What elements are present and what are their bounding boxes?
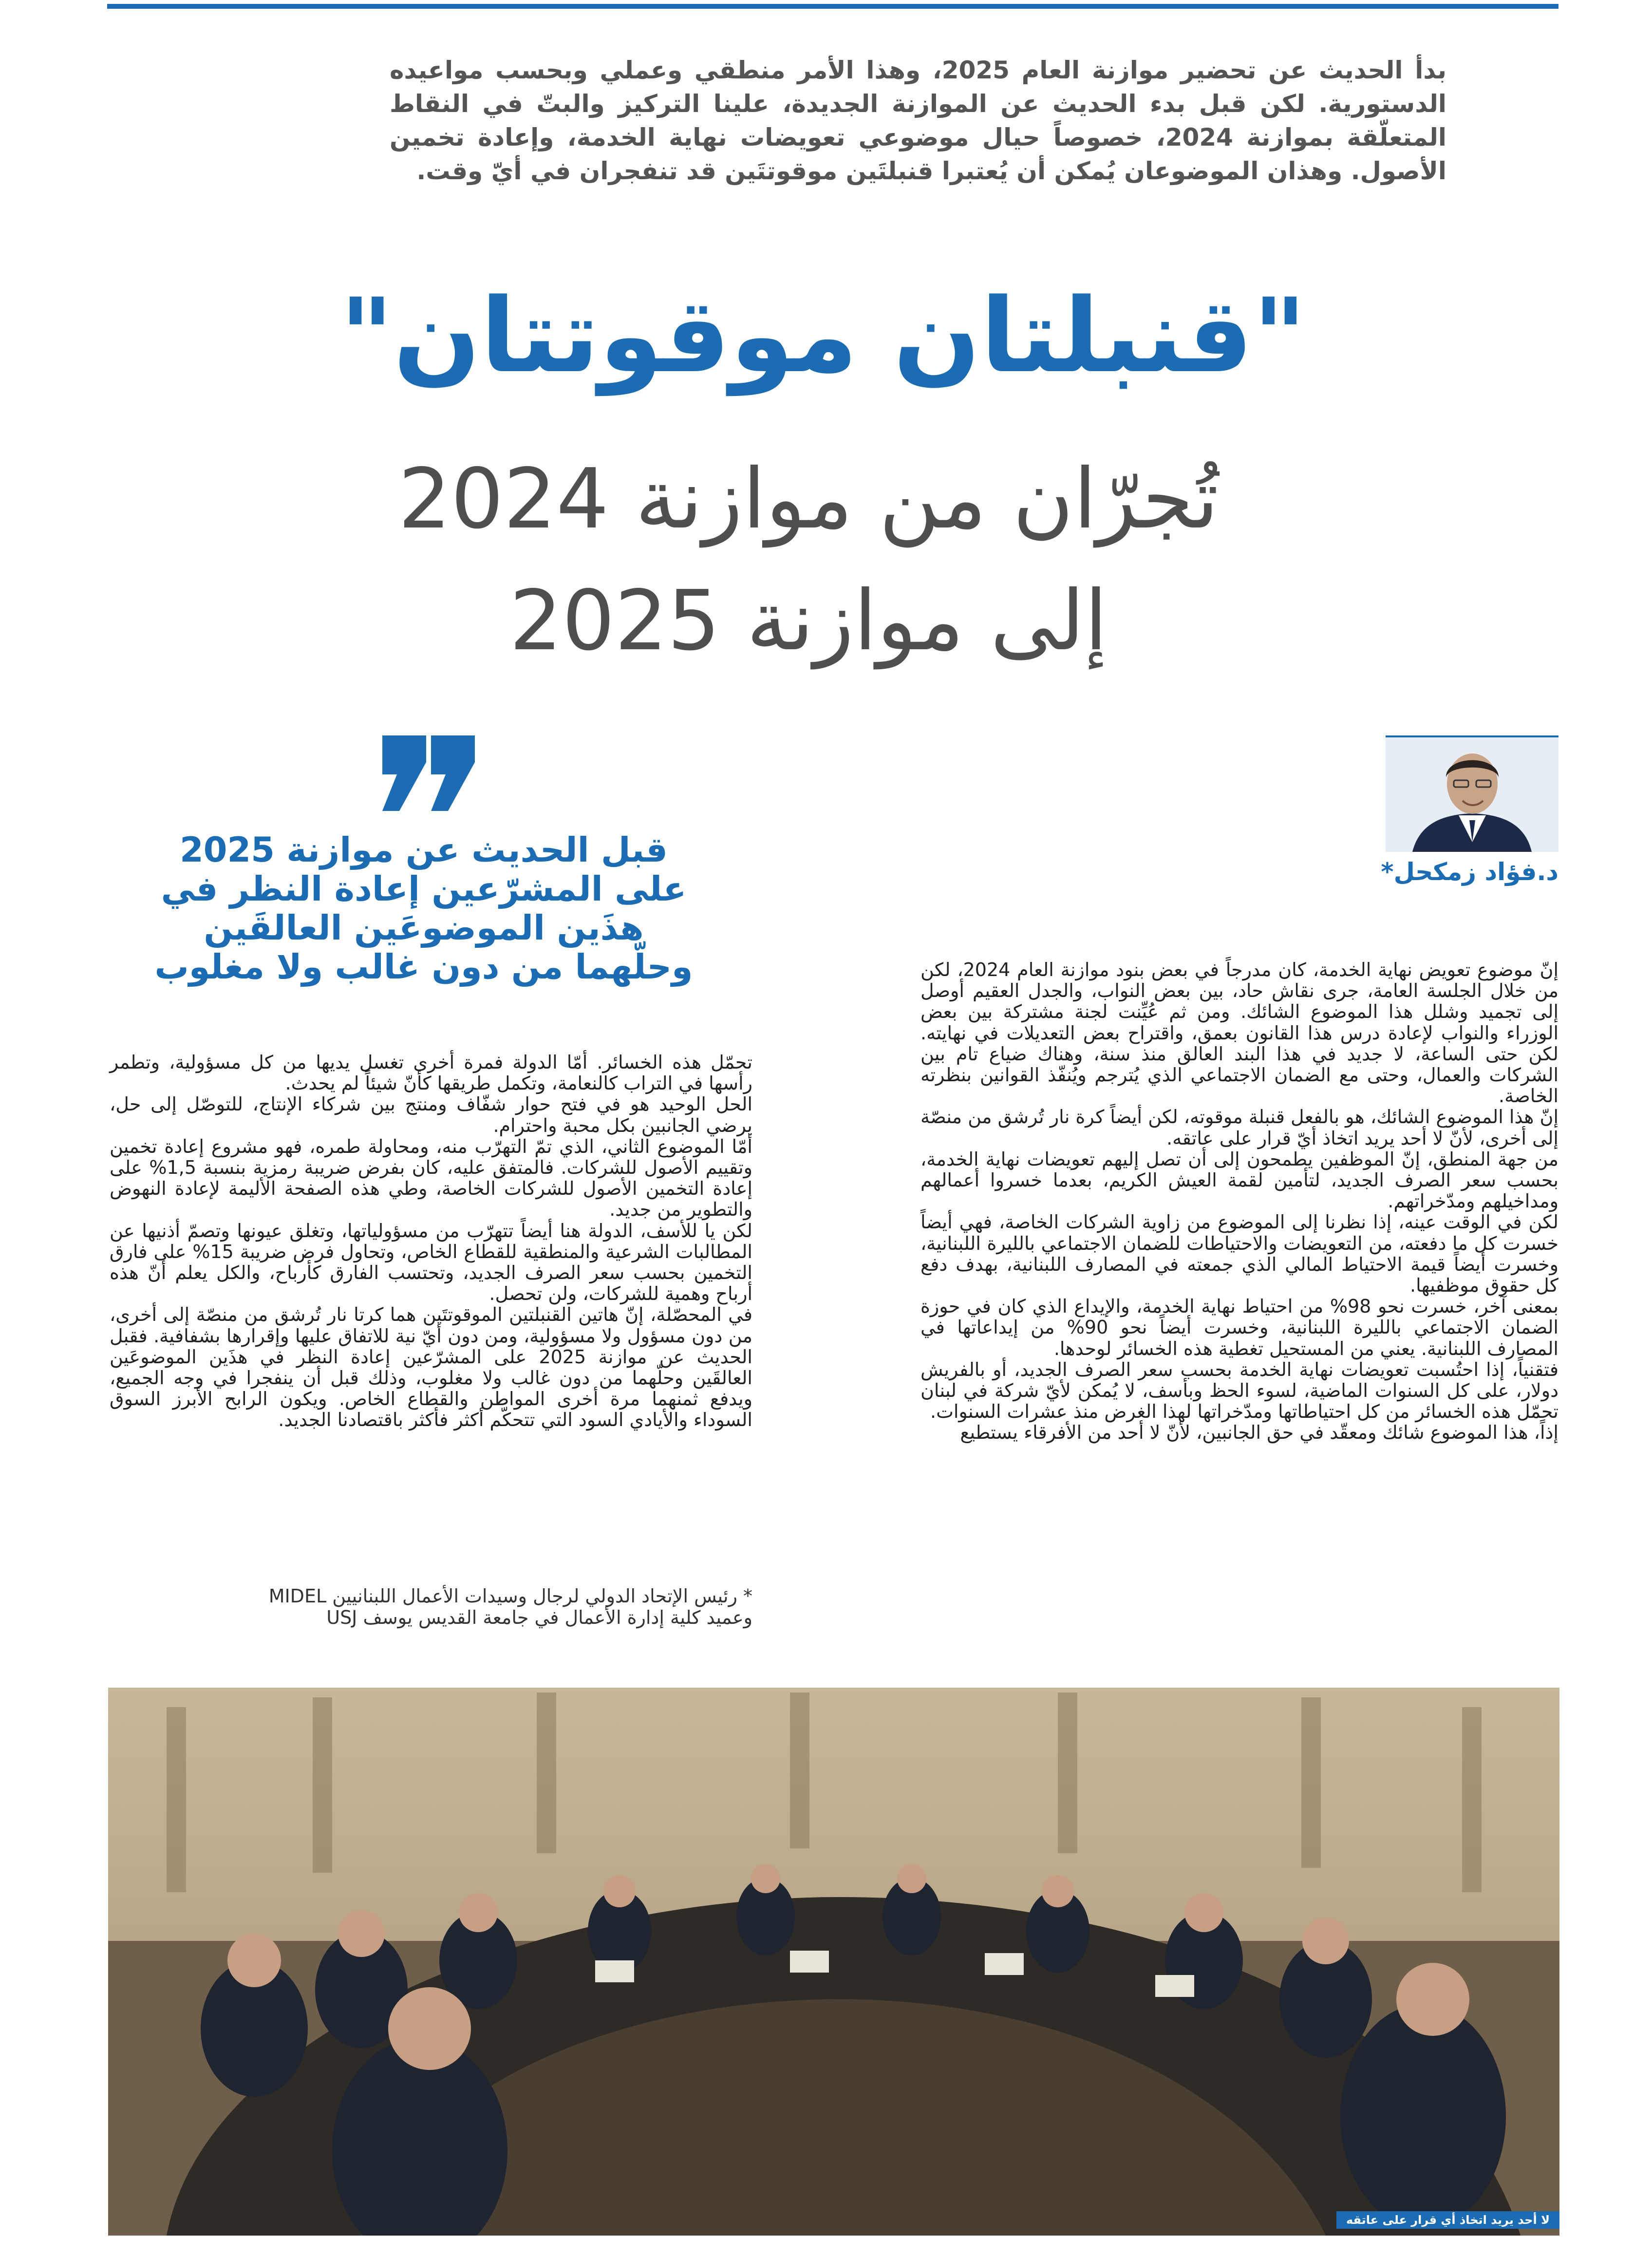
subheadline xyxy=(341,438,1276,682)
subheadline-line-2: إلى موازنة 2025 xyxy=(509,573,1108,669)
footnote-line-1: * رئيس الإتحاد الدولي لرجال وسيدات الأعمال اللبنانيين MIDEL xyxy=(268,1585,752,1607)
pull-quote: قبل الحديث عن موازنة 2025 على المشرّعين إعادة النظر في هذَين الموضوعَين العالقَين وحلّهما من دون غالب ولا مغلوب xyxy=(154,830,693,987)
paragraph: في المحصّلة، إنّ هاتين القنبلتين الموقوتتَين هما كرتا نار تُرشق من منصّة إلى أخرى، من دون مسؤول ولا مسؤولية، ومن دون أيّ نية للاتفاق عليها وإقرارها بشفافية. فقبل الحديث عن موازنة 2025 على المشرّعين إعادة النظر في هذَين الموضوعَين العالقَين وحلّهما من دون غالب ولا مغلوب، وذلك قبل أن ينفجرا في وجه الجميع، ويدفع ثمنهما مرة أخرى المواطن والقطاع الخاص. ويكون الرابح الأبرز السوق السوداء والأيادي السود التي تتحكّم أكثر فأكثر باقتصادنا الجديد. xyxy=(110,1304,752,1431)
author-footnote xyxy=(110,1585,752,1628)
top-rule xyxy=(107,4,1558,9)
headline: "قنبلتان موقوتتان" xyxy=(340,276,1306,395)
author-photo xyxy=(1386,735,1558,852)
paragraph: أمّا الموضوع الثاني، الذي تمّ التهرّب منه، ومحاولة طمره، فهو مشروع إعادة تخمين وتقييم الأصول للشركات. فالمتفق عليه، كان بفرض ضريبة رمزية بنسبة 1,5% على إعادة التخمين الأصول للشركات الخاصة، وطي هذه الصفحة الأليمة لإعادة النهوض والتطوير من جديد. xyxy=(110,1135,752,1221)
article-column-right xyxy=(920,959,1558,1444)
paragraph: إنّ هذا الموضوع الشائك، هو بالفعل قنبلة موقوته، لكن أيضاً كرة نار تُرشق من منصّة إلى أخرى، لأنّ لا أحد يريد اتخاذ أيّ قرار على عاتقه. xyxy=(920,1106,1558,1149)
footnote-line-2: وعميد كلية إدارة الأعمال في جامعة القديس يوسف USJ xyxy=(326,1607,752,1628)
paragraph: لكن في الوقت عينه، إذا نظرنا إلى الموضوع من زاوية الشركات الخاصة، فهي أيضاً خسرت كل ما دفعته، من التعويضات والاحتياطات للضمان الاجتماعي بالليرة اللبنانية، وخسرت أيضاً قيمة الاحتياط المالي الذي جمعته في المصارف اللبنانية، بهدف دفع كل حقوق موظفيها. xyxy=(920,1211,1558,1297)
author-name: د.فؤاد زمكحل* xyxy=(1381,858,1558,886)
meeting-photo xyxy=(108,1688,1559,2236)
paragraph: إذاً، هذا الموضوع شائك ومعقّد في حق الجانبين، لأنّ لا أحد من الأفرقاء يستطيع xyxy=(960,1422,1558,1444)
quote-mark-icon xyxy=(382,735,475,811)
paragraph: تحمّل هذه الخسائر. أمّا الدولة فمرة أخرى تغسل يديها من كل مسؤولية، وتطمر رأسها في التراب كالنعامة، وتكمل طريقها كأنّ شيئاً لم يحدث. xyxy=(110,1052,752,1094)
intro-paragraph: بدأ الحديث عن تحضير موازنة العام 2025، وهذا الأمر منطقي وعملي وبحسب مواعيده الدستورية. لكن قبل بدء الحديث عن الموازنة الجديدة، علينا التركيز والبتّ في النقاط المتعلّقة بموازنة 2024، خصوصاً حيال موضوعي تعويضات نهاية الخدمة، وإعادة تخمين الأصول. وهذان الموضوعان يُمكن أن يُعتبرا قنبلتَين موقوتتَين قد تنفجران في أيّ وقت. xyxy=(390,56,1447,185)
paragraph: الحل الوحيد هو في فتح حوار شفّاف ومنتج بين شركاء الإنتاج، للتوصّل إلى حل، يرضي الجانبين بكل محبة واحترام. xyxy=(110,1093,752,1136)
paragraph: إنّ موضوع تعويض نهاية الخدمة، كان مدرجاً في بعض بنود موازنة العام 2024، لكن من خلال الجلسة العامة، جرى نقاش حاد، بين بعض النواب، والجدل العقيم أوصل إلى تجميد وشلل هذا الموضوع الشائك. ومن ثم عُيِّنت لجنة مشتركة بين بعض الوزراء والنواب لإعادة درس هذا القانون بعمق، واقتراح بعض التعديلات في نهايته. لكن حتى الساعة، لا جديد في هذا البند العالق منذ سنة، وهناك ضياع تام بين الشركات والعمال، وحتى مع الضمان الاجتماعي الذي يُترجم ويُنفّذ القوانين بنظرته الخاصة. xyxy=(920,959,1558,1107)
photo-caption: لا أحد يريد اتخاذ أي قرار على عاتقه xyxy=(1336,2211,1559,2229)
paragraph: فتقنياً، إذا احتُسبت تعويضات نهاية الخدمة بحسب سعر الصرف الجديد، أو بالفريش دولار، على كل السنوات الماضية، لسوء الحظ وبأسف، لا يُمكن لأيّ شركة في لبنان تحمّل هذه الخسائر من كل احتياطاتها ومدّخراتها لهذا الغرض منذ عشرات السنوات. xyxy=(920,1358,1558,1423)
subheadline-line-1: تُجرّان من موازنة 2024 xyxy=(398,451,1219,547)
paragraph: لكن يا للأسف، الدولة هنا أيضاً تتهرّب من مسؤولياتها، وتغلق عيونها وتصمّ أذنيها عن المطالبات الشرعية والمنطقية للقطاع الخاص، وتحاول فرض ضريبة 15% على فارق التخمين بحسب سعر الصرف الجديد، وتحتسب الفارق كأرباح، والكل يعلم أنّ هذه أرباح وهمية للشركات، ولن تحصل. xyxy=(110,1220,752,1305)
paragraph: من جهة المنطق، إنّ الموظفين يطمحون إلى أن تصل إليهم تعويضات نهاية الخدمة، بحسب سعر الصرف الجديد، لتأمين لقمة العيش الكريم، بعدما خسروا أعمالهم ومداخيلهم ومدّخراتهم. xyxy=(920,1148,1558,1212)
article-column-left xyxy=(110,1052,752,1431)
paragraph: بمعنى آخر، خسرت نحو 98% من احتياط نهاية الخدمة، والإيداع الذي كان في حوزة الضمان الاجتماعي بالليرة اللبنانية، وخسرت أيضاً نحو 90% من إيداعاتها في المصارف اللبنانية. يعني من المستحيل تغطية هذه الخسائر لوحدها. xyxy=(920,1296,1558,1359)
